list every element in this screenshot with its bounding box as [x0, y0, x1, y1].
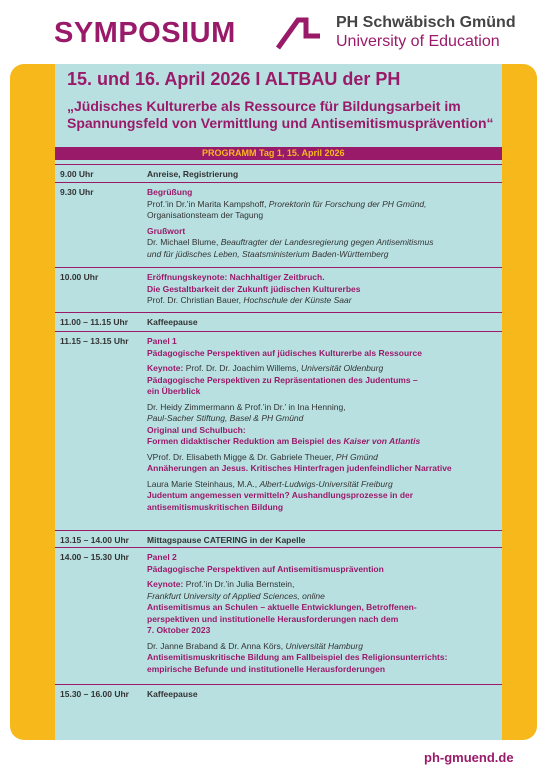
row-content [147, 187, 497, 260]
talk-title: Antisemitismuskritische Bildung am Fallbeispiel des Religionsunterrichts: [147, 652, 448, 662]
row-title: Grußwort [147, 225, 186, 236]
row-time: 9.30 Uhr [60, 187, 94, 197]
row-content [147, 272, 497, 307]
talk-title: Judentum angemessen vermitteln? Aushandlungsprozesse in der [147, 490, 414, 500]
row-content [147, 689, 497, 701]
header [0, 0, 546, 62]
talk-title: antisemitismuskritischen Bildung [147, 501, 284, 512]
speaker-line: Dr. Michael Blume, Beauftragter der Landesregierung gegen Antisemitismus [147, 237, 434, 247]
brand-name: PH Schwäbisch Gmünd [336, 14, 516, 31]
row-title: Eröffnungskeynote: Nachhaltiger Zeitbruch. [147, 272, 325, 282]
row-title: Anreise, Registrierung [147, 169, 239, 179]
schedule-row [55, 164, 502, 183]
talk-title: Antisemitismus an Schulen – aktuelle Entwicklungen, Betroffenen- [147, 602, 417, 612]
talk-title: Formen didaktischer Reduktion am Beispiel des Kaiser von Atlantis [147, 436, 421, 446]
speaker-line: Keynote: Prof.’in Dr.’in Julia Bernstein, [147, 579, 295, 589]
row-content [147, 169, 497, 181]
speaker-line: Frankfurt University of Applied Sciences, online [147, 590, 325, 601]
talk-title: Annäherungen an Jesus. Kritisches Hinterfragen judenfeindlicher Narrative [147, 463, 452, 473]
schedule-row [55, 267, 502, 313]
speaker-line: Prof. Dr. Christian Bauer, Hochschule der Künste Saar [147, 295, 352, 305]
speaker-line: Dr. Heidy Zimmermann & Prof.’in Dr.’ in Ina Henning, [147, 401, 346, 412]
row-title: Mittagspause CATERING in der Kapelle [147, 535, 306, 545]
talk-title: empirische Befunde und institutionelle Herausforderungen [147, 663, 386, 674]
speaker-line: Prof.’in Dr.’in Marita Kampshoff, Prorektorin für Forschung der PH Gmünd, [147, 198, 427, 209]
row-content [147, 336, 497, 513]
talk-title: Pädagogische Perspektiven zu Repräsentationen des Judentums – [147, 374, 418, 385]
event-date: 15. und 16. April 2026 I ALTBAU der PH [67, 69, 401, 89]
speaker-line: Dr. Janne Braband & Dr. Anna Körs, Universität Hamburg [147, 640, 363, 651]
speaker-line: Laura Marie Steinhaus, M.A., Albert-Ludwigs-Universität Freiburg [147, 478, 393, 489]
speaker-line: Paul-Sacher Stiftung, Basel & PH Gmünd [147, 413, 304, 423]
row-time: 9.00 Uhr [60, 169, 94, 179]
schedule-row [55, 530, 502, 548]
row-time: 11.00 – 11.15 Uhr [60, 317, 129, 327]
row-title: Kaffeepause [147, 689, 198, 699]
panel-title: Panel 2 [147, 552, 177, 562]
panel-title: Panel 1 [147, 336, 177, 346]
panel-title: Pädagogische Perspektiven auf Antisemitismusprävention [147, 563, 384, 574]
event-subtitle: „Jüdisches Kulturerbe als Ressource für Bildungsarbeit im Spannungsfeld von Vermittlung und Antisemitismusprävention“ [67, 98, 494, 131]
row-title: Die Gestaltbarkeit der Zukunft jüdischen Kulturerbes [147, 283, 361, 294]
speaker-line: und für jüdisches Leben, Staatsministerium Baden-Württemberg [147, 248, 389, 259]
brand-subtitle: University of Education [336, 33, 500, 50]
row-time: 14.00 – 15.30 Uhr [60, 552, 129, 562]
row-content [147, 535, 497, 547]
schedule-row [55, 312, 502, 332]
talk-title: perspektiven und institutionelle Herausforderungen nach dem [147, 613, 399, 624]
row-time: 10.00 Uhr [60, 272, 99, 282]
talk-title: ein Überblick [147, 386, 201, 396]
schedule-row [55, 182, 502, 268]
row-time: 15.30 – 16.00 Uhr [60, 689, 129, 699]
row-time: 11.15 – 13.15 Uhr [60, 336, 129, 346]
talk-title: 7. Oktober 2023 [147, 625, 211, 635]
schedule-row [55, 547, 502, 685]
speaker-line: VProf. Dr. Elisabeth Migge & Dr. Gabriele Theuer, PH Gmünd [147, 451, 378, 462]
program-header-bar [55, 147, 502, 160]
row-content [147, 317, 497, 329]
program-label: PROGRAMM Tag 1, 15. April 2026 [202, 148, 345, 158]
schedule-row [55, 684, 502, 703]
talk-title: Original und Schulbuch: [147, 424, 246, 435]
speaker-line: Keynote: Prof. Dr. Dr. Joachim Willems, Universität Oldenburg [147, 363, 384, 373]
row-time: 13.15 – 14.00 Uhr [60, 535, 129, 545]
ph-logo-icon [276, 16, 322, 50]
row-title: Kaffeepause [147, 317, 198, 327]
schedule-row [55, 331, 502, 531]
page-title: SYMPOSIUM [54, 17, 236, 49]
speaker-line: Organisationsteam der Tagung [147, 210, 264, 220]
website-link[interactable]: ph-gmuend.de [424, 750, 514, 765]
row-title: Begrüßung [147, 187, 193, 197]
row-content [147, 552, 497, 675]
panel-title: Pädagogische Perspektiven auf jüdisches Kulturerbe als Ressource [147, 347, 422, 358]
